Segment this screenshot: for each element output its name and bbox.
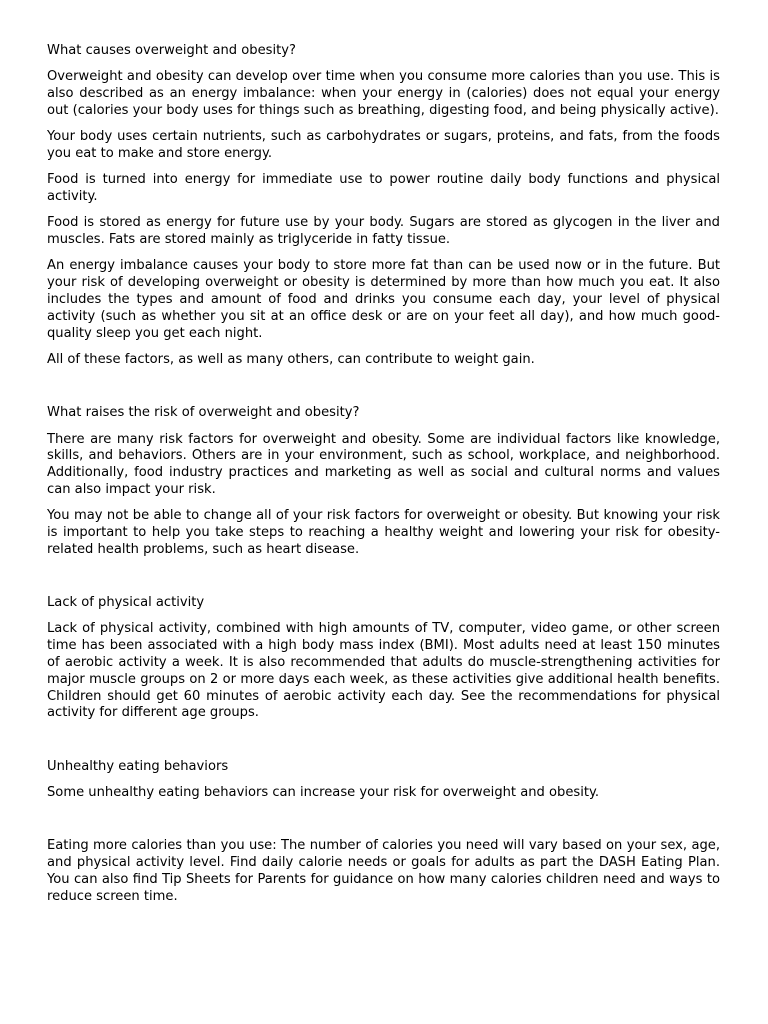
section-heading: What raises the risk of overweight and obesity? bbox=[47, 405, 360, 421]
paragraph: Food is stored as energy for future use by your body. Sugars are stored as glycogen in the liver and muscles. Fats are stored mainly as triglyceride in fatty tissue. bbox=[47, 215, 720, 248]
section-causes bbox=[47, 43, 720, 369]
paragraph: Some unhealthy eating behaviors can increase your risk for overweight and obesity. bbox=[47, 785, 600, 800]
paragraph: There are many risk factors for overweight and obesity. Some are individual factors like knowledge, skills, and behaviors. Others are in your environment, such as school, workplace, and neighborhood. Additionally, food industry practices and marketing as well as social and cultural norms and values can also impact your risk. bbox=[47, 431, 720, 497]
paragraph: Food is turned into energy for immediate use to power routine daily body functions and physical activity. bbox=[47, 172, 720, 205]
paragraph: Lack of physical activity, combined with high amounts of TV, computer, video game, or other screen time has been associated with a high body mass index (BMI). Most adults need at least 150 minutes of aerobic activity a week. It is also recommended that adults do muscle-strengthening activities for major muscle groups on 2 or more days each week, as these activities give additional health benefits. Children should get 60 minutes of aerobic activity each day. See the recommendations for physical activity for different age groups. bbox=[47, 621, 720, 721]
section-heading: Lack of physical activity bbox=[47, 595, 205, 611]
paragraph: All of these factors, as well as many others, can contribute to weight gain. bbox=[47, 351, 535, 367]
paragraph: You may not be able to change all of your risk factors for overweight or obesity. But knowing your risk is important to help you take steps to reaching a healthy weight and lowering your risk for obesity-related health problems, such as heart disease. bbox=[47, 508, 720, 557]
paragraph: Your body uses certain nutrients, such as carbohydrates or sugars, proteins, and fats, from the foods you eat to make and store energy. bbox=[47, 129, 720, 161]
section-physical-activity bbox=[47, 595, 720, 722]
section-spacer bbox=[47, 732, 720, 759]
section-spacer bbox=[47, 811, 720, 838]
final-paragraph: Eating more calories than you use: The number of calories you need will vary based on your sex, age, and physical activity level. Find daily calorie needs or goals for adults as part the DASH Eating Plan. You can also find Tip Sheets for Parents for guidance on how many calories children need and ways to reduce screen time. bbox=[47, 838, 720, 904]
paragraph: Overweight and obesity can develop over time when you consume more calories than you use. This is also described as an energy imbalance: when your energy in (calories) does not equal your energy out (calories your body uses for things such as breathing, digesting food, and being physically active). bbox=[47, 69, 720, 118]
section-heading: Unhealthy eating behaviors bbox=[47, 758, 229, 774]
paragraph: An energy imbalance causes your body to store more fat than can be used now or in the future. But your risk of developing overweight or obesity is determined by more than how much you eat. It also includes the types and amount of food and drinks you consume each day, your level of physical activity (such as whether you sit at an office desk or are on your feet all day), and how much good-quality sleep you get each night. bbox=[47, 258, 720, 341]
section-spacer bbox=[47, 378, 720, 405]
document-page bbox=[47, 43, 720, 915]
section-spacer bbox=[47, 568, 720, 595]
section-eating-behaviors bbox=[47, 759, 720, 802]
section-risk bbox=[47, 405, 720, 558]
section-heading: What causes overweight and obesity? bbox=[47, 43, 296, 58]
